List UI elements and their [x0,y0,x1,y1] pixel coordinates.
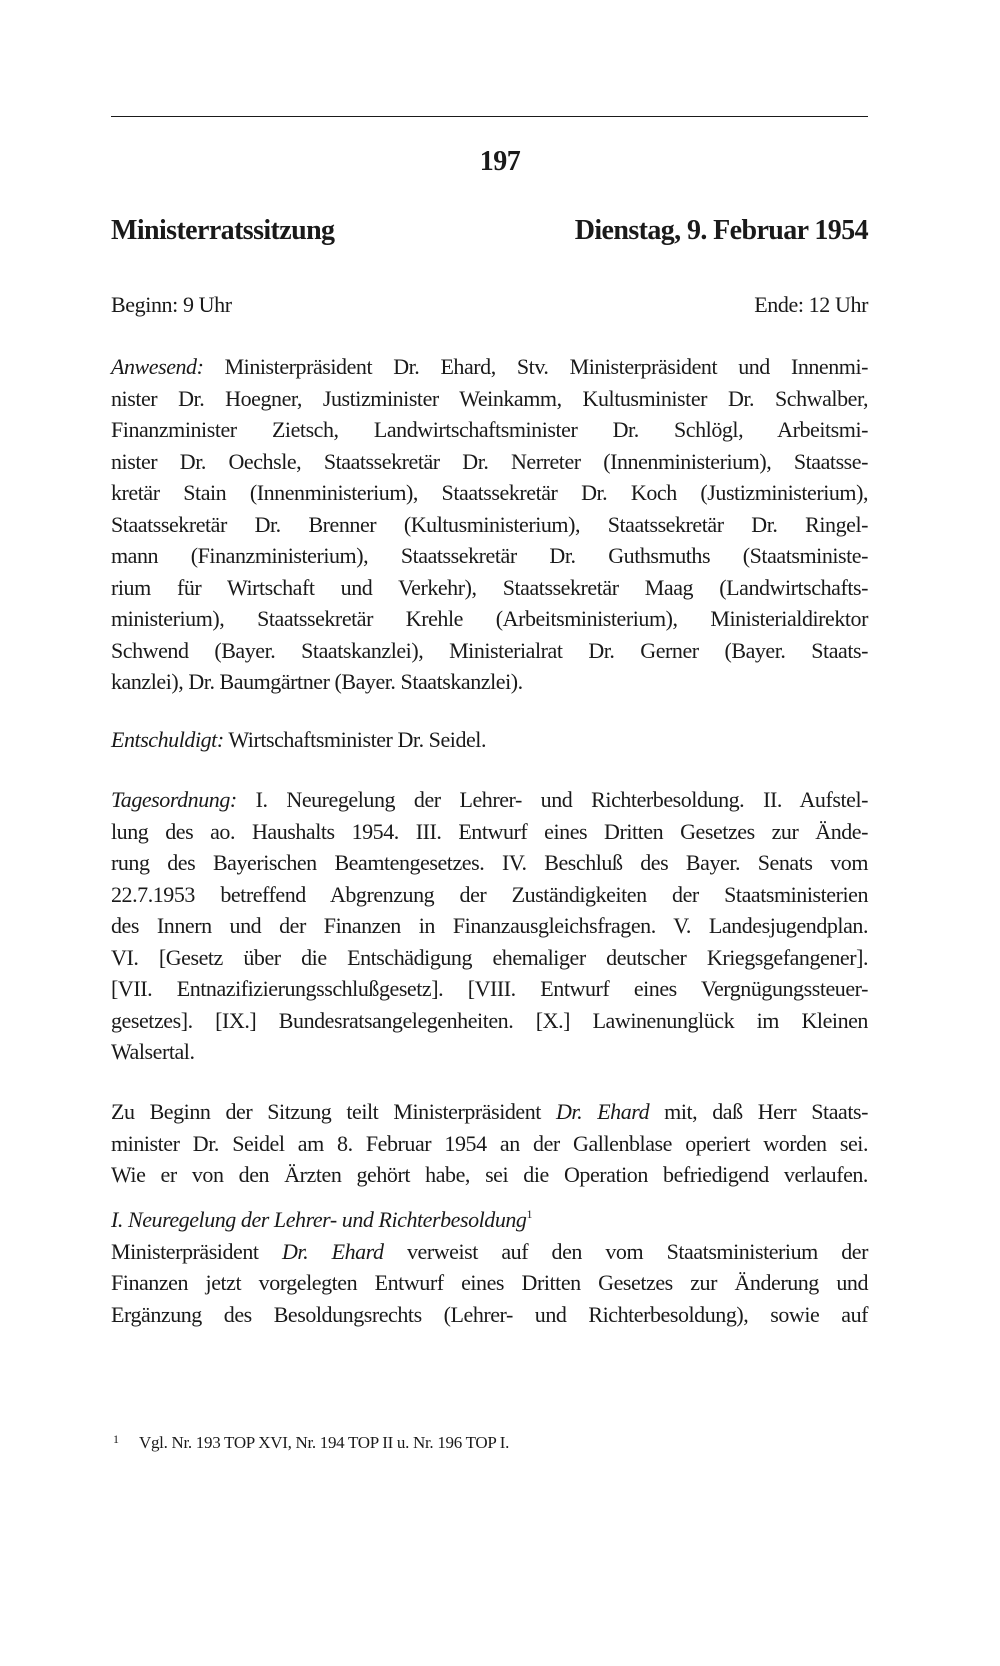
footnote-text: Vgl. Nr. 193 TOP XVI, Nr. 194 TOP II u. Nr. 196 TOP I. [139,1433,510,1452]
text-line: Walsertal. [111,1039,195,1065]
text-line: [VII. Entnazifizierungsschlußgesetz]. [VIII. Entwurf eines Vergnügungssteuer- [111,976,868,1002]
text-line: Finanzen jetzt vorgelegten Entwurf eines Dritten Gesetzes zur Änderung und [111,1270,868,1296]
text-line: Wie er von den Ärzten gehört habe, sei die Operation befriedigend verlaufen. [111,1162,868,1188]
text-line: minister Dr. Seidel am 8. Februar 1954 an der Gallenblase operiert worden sei. [111,1130,868,1156]
text-line: gesetzes]. [IX.] Bundesratsangelegenheiten. [X.] Lawinenunglück im Kleinen [111,1007,868,1033]
text-line: lung des ao. Haushalts 1954. III. Entwurf eines Dritten Gesetzes zur Ände- [111,818,868,844]
footnote-number: 1 [113,1432,119,1446]
agenda-label: Tagesordnung: [111,787,237,812]
excused-label: Entschuldigt: [111,727,224,752]
text-line: Tagesordnung: I. Neuregelung der Lehrer- und Richterbesoldung. II. Aufstel- [111,787,868,812]
text-line: des Innern und der Finanzen in Finanzausgleichsfragen. V. Landesjugendplan. [111,913,868,939]
speaker-name: Dr. Ehard [281,1238,384,1264]
section-1 [111,1204,868,1330]
text-line: Entschuldigt: Wirtschaftsminister Dr. Seidel. [111,727,487,752]
text-line: rung des Bayerischen Beamtengesetzes. IV. Beschluß des Bayer. Senats vom [111,850,868,876]
text-line: Schwend (Bayer. Staatskanzlei), Ministerialrat Dr. Gerner (Bayer. Staats- [111,637,868,663]
attendees-paragraph [111,351,868,698]
text-line: kretär Stain (Innenministerium), Staatssekretär Dr. Koch (Justizministerium), [111,480,868,506]
text-line: mann (Finanzministerium), Staatssekretär Dr. Guthsmuths (Staatsministe- [111,543,868,569]
begin-time: Beginn: 9 Uhr [111,292,232,317]
attendees-label: Anwesend: [111,354,204,379]
text-line: VI. [Gesetz über die Entschädigung ehemaliger deutscher Kriegsgefangener]. [111,944,868,970]
section-heading: I. Neuregelung der Lehrer- und Richterbesoldung$^1$ [111,1207,533,1232]
time-row [111,291,868,321]
document-date: Dienstag, 9. Februar 1954 [574,215,868,246]
text-line: kanzlei), Dr. Baumgärtner (Bayer. Staatskanzlei). [111,669,523,695]
footnote [111,1428,509,1454]
document-number: 197 [479,146,521,177]
speaker-name: Dr. Ehard [555,1099,650,1124]
text-line: Anwesend: Ministerpräsident Dr. Ehard, Stv. Ministerpräsident und Innenmi- [111,354,868,379]
text-line: Staatssekretär Dr. Brenner (Kultusministerium), Staatssekretär Dr. Ringel- [111,511,868,537]
text-line: ministerium), Staatssekretär Krehle (Arbeitsministerium), Ministerialdirektor [111,606,868,632]
intro-paragraph [111,1096,868,1191]
text-line: nister Dr. Oechsle, Staatssekretär Dr. Nerreter (Innenministerium), Staatsse- [111,448,868,474]
end-time: Ende: 12 Uhr [754,292,868,317]
excused-paragraph [111,724,868,756]
text-line: Ministerpräsident Dr. Ehard verweist auf den vom Staatsministerium der [111,1238,868,1264]
footnote-reference[interactable]: 1 [526,1207,533,1221]
text-line: Finanzminister Zietsch, Landwirtschaftsminister Dr. Schlögl, Arbeitsmi- [111,417,868,443]
header-rule [111,116,868,117]
title-row [111,214,868,250]
text-line: nister Dr. Hoegner, Justizminister Weinkamm, Kultusminister Dr. Schwalber, [111,385,868,411]
text-line: Ergänzung des Besoldungsrechts (Lehrer- und Richterbesoldung), sowie auf [111,1301,868,1327]
agenda-paragraph [111,784,868,1068]
document-title: Ministerratssitzung [111,215,335,246]
text-line: 22.7.1953 betreffend Abgrenzung der Zuständigkeiten der Staatsministerien [111,881,868,907]
text-line: rium für Wirtschaft und Verkehr), Staatssekretär Maag (Landwirtschafts- [111,574,868,600]
text-line: Zu Beginn der Sitzung teilt Ministerpräsident Dr. Ehard mit, daß Herr Staats- [111,1099,868,1124]
